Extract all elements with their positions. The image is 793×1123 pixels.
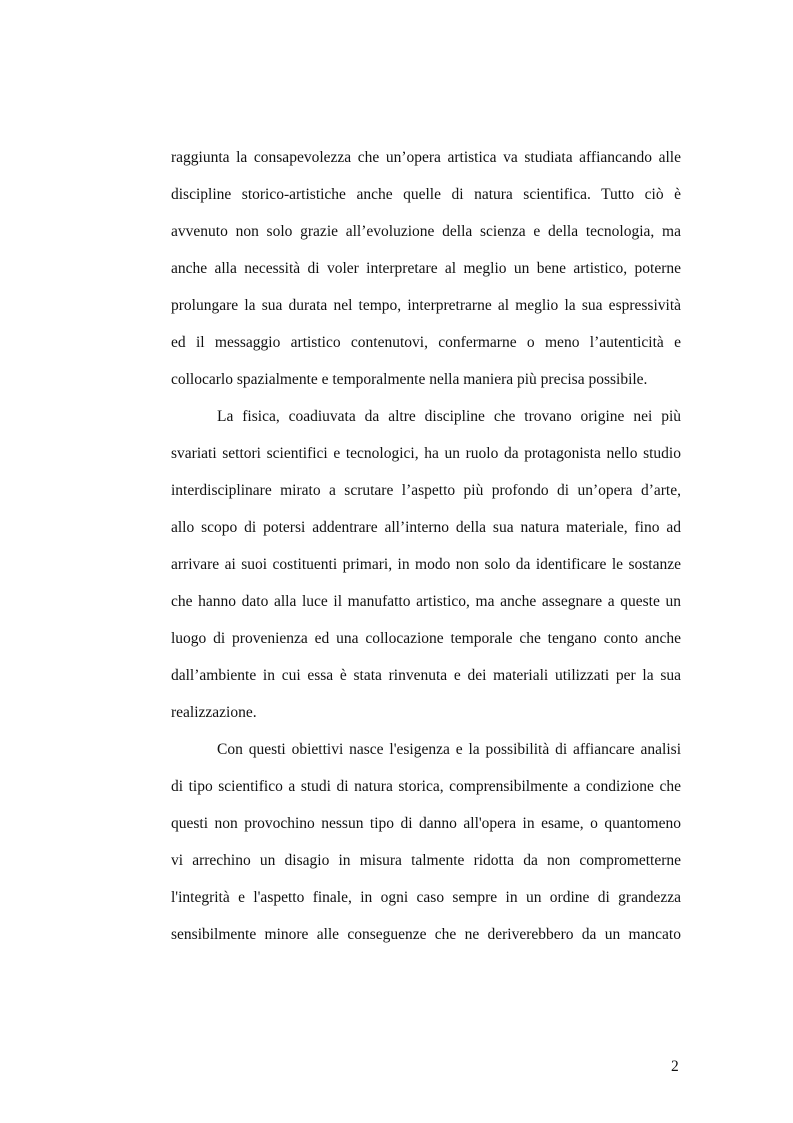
text-line: luogo di provenienza ed una collocazione temporale che tengano conto anche	[171, 630, 681, 647]
text-line: allo scopo di potersi addentrare all’interno della sua natura materiale, fino ad	[171, 519, 681, 536]
text-line: discipline storico-artistiche anche quelle di natura scientifica. Tutto ciò è	[171, 186, 681, 203]
text-line: questi non provochino nessun tipo di danno all'opera in esame, o quantomeno	[171, 815, 681, 832]
text-line: raggiunta la consapevolezza che un’opera artistica va studiata affiancando alle	[171, 149, 681, 166]
text-line: di tipo scientifico a studi di natura storica, comprensibilmente a condizione che	[171, 778, 681, 795]
text-line: l'integrità e l'aspetto finale, in ogni caso sempre in un ordine di grandezza	[171, 889, 681, 906]
text-line: ed il messaggio artistico contenutovi, confermarne o meno l’autenticità e	[171, 334, 681, 351]
text-line: arrivare ai suoi costituenti primari, in modo non solo da identificare le sostanze	[171, 556, 681, 573]
text-line: prolungare la sua durata nel tempo, interpretrarne al meglio la sua espressività	[171, 297, 681, 314]
paragraph-last-line: collocarlo spazialmente e temporalmente nella maniera più precisa possibile.	[171, 371, 648, 388]
text-line: dall’ambiente in cui essa è stata rinvenuta e dei materiali utilizzati per la sua	[171, 667, 681, 684]
text-line: anche alla necessità di voler interpretare al meglio un bene artistico, poterne	[171, 260, 681, 277]
text-line: svariati settori scientifici e tecnologici, ha un ruolo da protagonista nello studio	[171, 445, 681, 462]
text-line: che hanno dato alla luce il manufatto artistico, ma anche assegnare a queste un	[171, 593, 681, 610]
text-line: avvenuto non solo grazie all’evoluzione della scienza e della tecnologia, ma	[171, 223, 681, 240]
page-number: 2	[671, 1058, 679, 1075]
text-line: interdisciplinare mirato a scrutare l’aspetto più profondo di un’opera d’arte,	[171, 482, 681, 499]
text-line: vi arrechino un disagio in misura talmente ridotta da non comprometterne	[171, 852, 681, 869]
text-line: sensibilmente minore alle conseguenze che ne deriverebbero da un mancato	[171, 926, 681, 943]
paragraph-first-line: Con questi obiettivi nasce l'esigenza e la possibilità di affiancare analisi	[217, 741, 681, 758]
paragraph-last-line: realizzazione.	[171, 704, 257, 721]
paragraph-first-line: La fisica, coadiuvata da altre discipline che trovano origine nei più	[217, 408, 681, 425]
